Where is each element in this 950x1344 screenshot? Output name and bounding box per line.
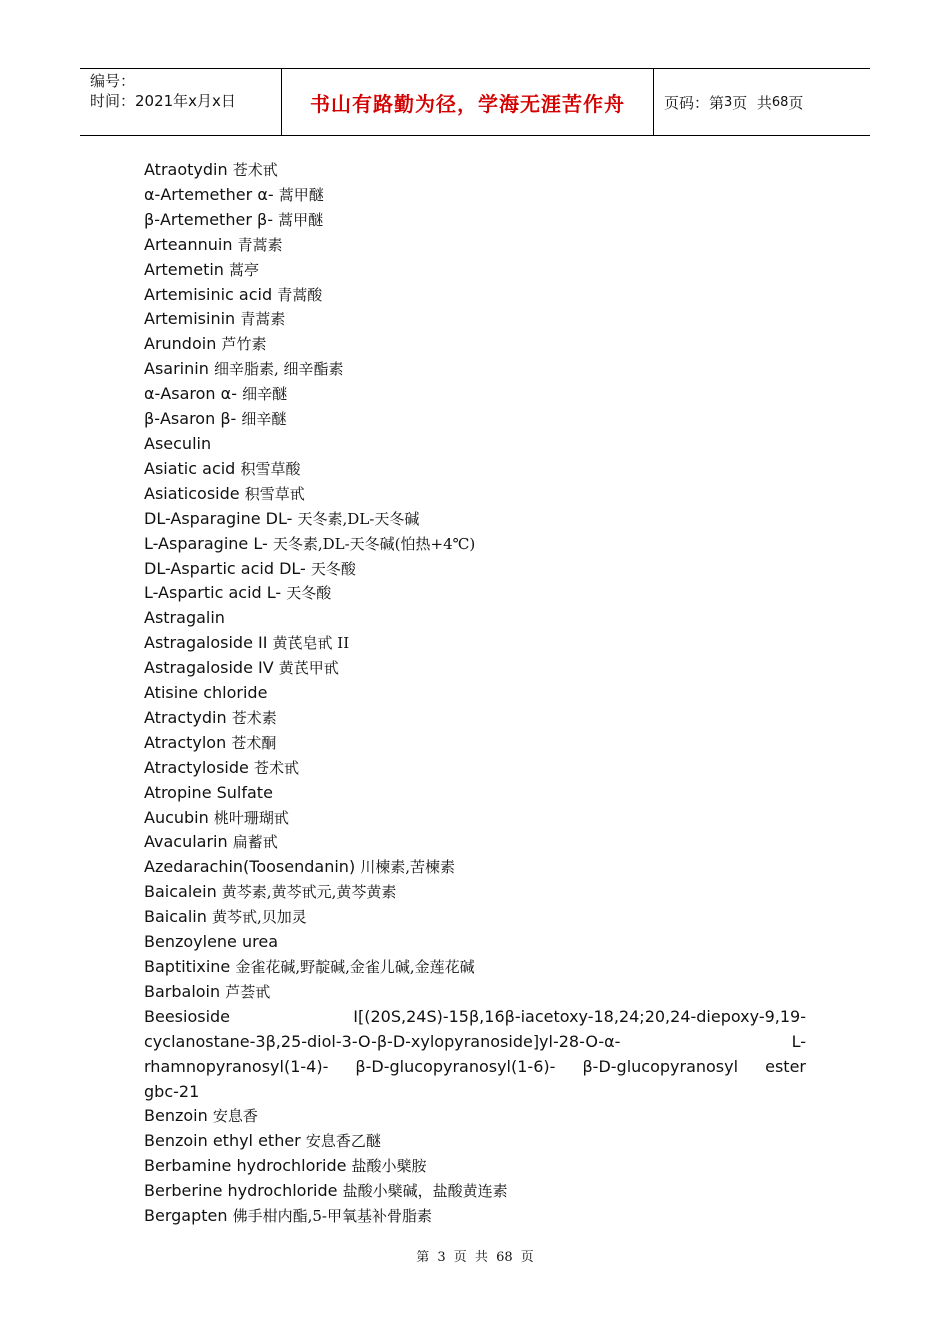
entry-english: Asiatic acid [144, 458, 236, 478]
entry-english: Bergapten [144, 1206, 228, 1226]
entry-chinese: 苍术甙 [232, 161, 278, 179]
entry-english: Benzoylene urea [144, 932, 278, 952]
entry-chinese: 盐酸小檗胺 [351, 1157, 427, 1176]
entry-english: Baicalin [144, 907, 207, 927]
footer-total: 68 [496, 1250, 513, 1265]
entry-group-a [144, 158, 806, 1005]
list-item [144, 880, 806, 905]
entry-english: β-Artemether β- [144, 209, 273, 229]
entry-english: DL-Asparagine DL- [144, 508, 293, 528]
list-item [144, 407, 806, 432]
list-item [144, 1129, 806, 1154]
page-suffix: 页 [788, 93, 804, 112]
entry-english: Berbamine hydrochloride [144, 1156, 347, 1176]
beesioside-line-3: rhamnopyranosyl(1-4)- β-D-glucopyranosyl(1-6)- β-D-glucopyranosyl ester [144, 1056, 806, 1076]
list-item [144, 507, 806, 532]
entry-chinese: 细辛醚 [241, 410, 287, 429]
entry-chinese: 安息香乙醚 [305, 1132, 381, 1151]
entry-chinese: 天冬素,DL-天冬碱(怕热+4℃) [272, 534, 476, 553]
header-meta [80, 69, 281, 135]
list-item [144, 731, 806, 756]
list-item [144, 1179, 806, 1204]
page-current: 3 [724, 94, 733, 110]
entry-chinese: 苍术甙 [253, 758, 299, 777]
entry-chinese: 金雀花碱,野靛碱,金雀儿碱,金莲花碱 [235, 958, 475, 976]
list-item [144, 756, 806, 781]
entry-english: Arteannuin [144, 234, 233, 254]
list-item [144, 183, 806, 208]
list-item [144, 706, 806, 731]
entry-english: Arundoin [144, 334, 217, 354]
entry-chinese: 苍术素 [231, 708, 277, 727]
beesioside-line-1: Beesioside I[(20S,24S)-15β,16β-iacetoxy-18,24;20,24-diepoxy-9,19- [144, 1006, 806, 1026]
entry-english: Asarinin [144, 359, 209, 379]
entry-chinese: 细辛醚 [242, 385, 288, 404]
page-total: 68 [771, 94, 789, 110]
list-item [144, 1104, 806, 1129]
entry-english: Artemisinic acid [144, 284, 273, 304]
list-item [144, 482, 806, 507]
entry-english: Artemetin [144, 259, 224, 279]
list-item [144, 930, 806, 955]
entry-chinese: 蒿亭 [229, 260, 260, 279]
beesioside-line-2: cyclanostane-3β,25-diol-3-O-β-D-xylopyranoside]yl-28-O-α- L- [144, 1031, 806, 1051]
entry-english: Benzoin [144, 1106, 208, 1126]
entry-chinese: 扁蓄甙 [232, 833, 278, 852]
list-item [144, 830, 806, 855]
entry-english: Astragaloside II [144, 633, 268, 653]
footer-suffix: 页 [520, 1250, 534, 1265]
footer-mid: 页 共 [453, 1250, 488, 1265]
entry-chinese: 蒿甲醚 [278, 210, 324, 229]
entry-chinese: 青蒿素 [240, 310, 286, 329]
number-label: 编号： [90, 72, 136, 90]
list-item [144, 955, 806, 980]
entry-english: Asiaticoside [144, 483, 240, 503]
list-item [144, 432, 806, 457]
entry-english: Aucubin [144, 807, 209, 827]
footer-prefix: 第 [416, 1250, 430, 1265]
time-label: 时间：2021年x月x日 [90, 92, 236, 110]
entry-english: Aseculin [144, 433, 212, 453]
entry-chinese: 蒿甲醚 [278, 185, 324, 204]
list-item [144, 631, 806, 656]
entry-chinese: 天冬酸 [286, 584, 332, 603]
list-item [144, 283, 806, 308]
entry-english: Barbaloin [144, 981, 221, 1001]
list-item [144, 307, 806, 332]
entry-english: α-Artemether α- [144, 184, 274, 204]
list-item [144, 332, 806, 357]
entry-chinese: 青蒿素 [237, 235, 283, 254]
entry-chinese: 积雪草甙 [244, 484, 305, 503]
list-item [144, 1204, 806, 1229]
entry-chinese: 黄芪皂甙 II [272, 634, 350, 653]
list-item-beesioside [144, 1005, 806, 1105]
entry-chinese: 芦竹素 [221, 335, 267, 354]
entry-chinese: 佛手柑内酯,5-甲氧基补骨脂素 [232, 1207, 432, 1226]
entry-english: Azedarachin(Toosendanin) [144, 857, 356, 877]
list-item [144, 208, 806, 233]
entry-english: Benzoin ethyl ether [144, 1131, 301, 1151]
page-prefix: 页码：第 [664, 93, 725, 112]
list-item [144, 855, 806, 880]
entry-chinese: 天冬酸 [310, 559, 356, 578]
list-item [144, 980, 806, 1005]
entry-list [144, 158, 806, 1229]
list-item [144, 158, 806, 183]
entry-english: Astragaloside IV [144, 658, 274, 678]
entry-english: Baicalein [144, 882, 217, 902]
entry-english: Atropine Sulfate [144, 782, 273, 802]
entry-chinese: 青蒿酸 [277, 285, 323, 304]
entry-chinese: 川楝素,苦楝素 [360, 858, 456, 877]
list-item [144, 606, 806, 631]
entry-english: Atraotydin [144, 160, 228, 179]
list-item [144, 382, 806, 407]
entry-english: L-Aspartic acid L- [144, 583, 282, 603]
list-item [144, 258, 806, 283]
entry-chinese: 积雪草酸 [240, 459, 301, 478]
entry-chinese: 苍术酮 [231, 733, 277, 752]
entry-english: Berberine hydrochloride [144, 1181, 338, 1201]
page-footer [0, 1246, 950, 1265]
list-item [144, 357, 806, 382]
entry-chinese: 安息香 [212, 1107, 258, 1126]
entry-english: β-Asaron β- [144, 409, 237, 429]
list-item [144, 656, 806, 681]
list-item [144, 781, 806, 806]
entry-english: Astragalin [144, 608, 225, 628]
entry-chinese: 黄芪甲甙 [278, 659, 339, 678]
list-item [144, 905, 806, 930]
entry-chinese: 黄芩素,黄芩甙元,黄芩黄素 [221, 883, 397, 902]
entry-english: DL-Aspartic acid DL- [144, 558, 306, 578]
entry-chinese: 芦荟甙 [225, 982, 271, 1001]
entry-english: Atisine chloride [144, 683, 268, 703]
header-motto: 书山有路勤为径，学海无涯苦作舟 [281, 69, 654, 135]
entry-english: Atractydin [144, 707, 227, 727]
entry-chinese: 天冬素,DL-天冬碱 [297, 509, 420, 528]
entry-english: Avacularin [144, 832, 228, 852]
entry-group-b [144, 1104, 806, 1229]
entry-chinese: 细辛脂素, 细辛酯素 [213, 360, 344, 379]
entry-chinese: 盐酸小檗碱，盐酸黄连素 [342, 1182, 508, 1201]
list-item [144, 457, 806, 482]
footer-current: 3 [437, 1250, 446, 1265]
page-header [80, 68, 870, 136]
entry-chinese: 桃叶珊瑚甙 [213, 808, 289, 827]
page-mid: 页 共 [732, 93, 772, 112]
list-item [144, 581, 806, 606]
list-item [144, 532, 806, 557]
list-item [144, 681, 806, 706]
entry-english: Baptitixine [144, 957, 231, 976]
list-item [144, 806, 806, 831]
entry-english: Artemisinin [144, 309, 236, 329]
entry-english: Atractylon [144, 732, 227, 752]
entry-chinese: 黄芩甙,贝加灵 [211, 908, 307, 927]
entry-english: L-Asparagine L- [144, 533, 268, 553]
list-item [144, 557, 806, 582]
beesioside-line-4: gbc-21 [144, 1081, 200, 1101]
entry-english: Atractyloside [144, 757, 249, 777]
list-item [144, 233, 806, 258]
entry-english: α-Asaron α- [144, 384, 237, 404]
list-item [144, 1154, 806, 1179]
header-page-info [654, 69, 870, 135]
